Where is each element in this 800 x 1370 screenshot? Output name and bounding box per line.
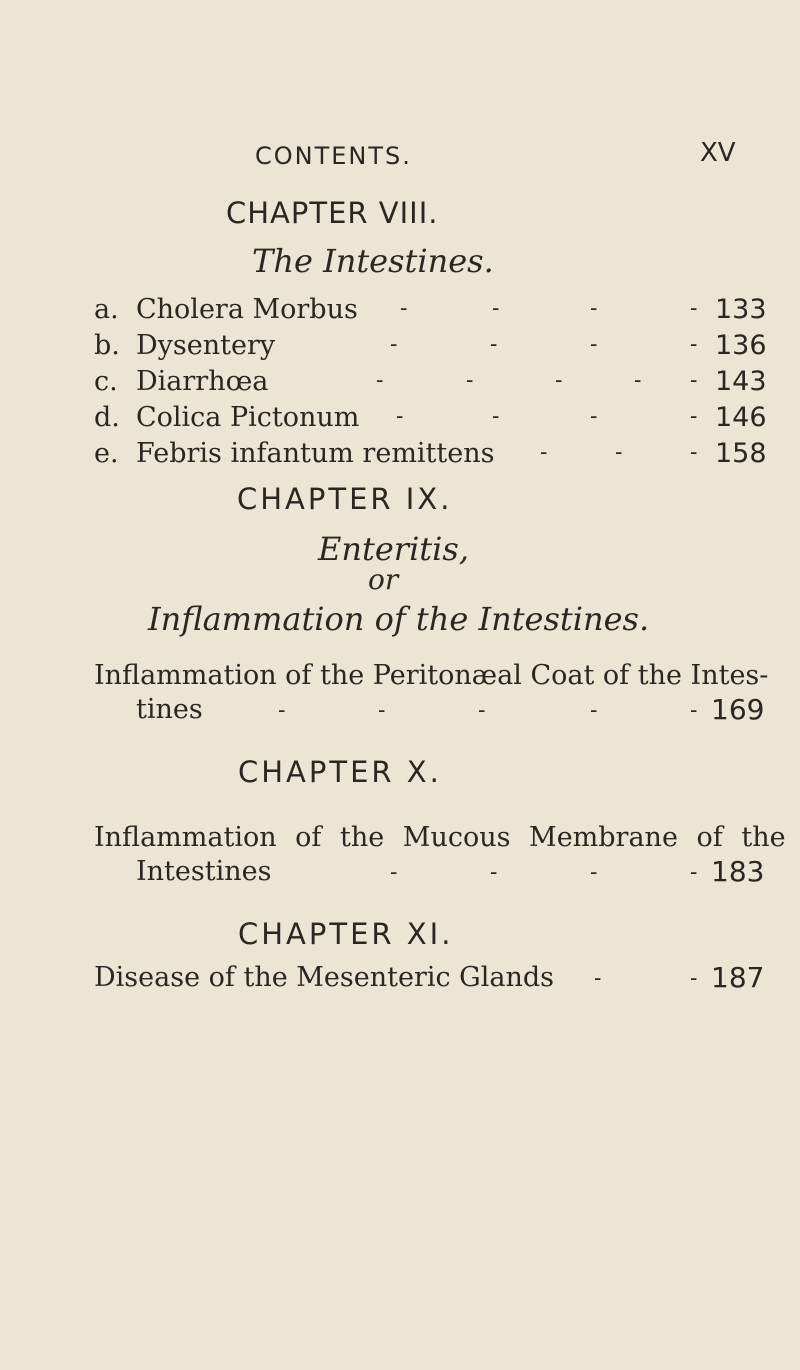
chapter-ix-page: 169 xyxy=(711,693,765,726)
entry-letter: a. xyxy=(94,294,119,325)
folio-number: XV xyxy=(700,138,736,168)
leader: - xyxy=(400,296,408,321)
toc-entry-c[interactable] xyxy=(0,366,800,402)
leader: - xyxy=(590,860,598,885)
leader: - xyxy=(690,698,698,723)
leader: - xyxy=(376,368,384,393)
leader: - xyxy=(590,296,598,321)
entry-label: Colica Pictonum xyxy=(136,402,360,433)
chapter-x-page: 183 xyxy=(711,855,765,888)
leader: - xyxy=(492,296,500,321)
chapter-x-entry-line1[interactable]: Inflammation of the Mucous Membrane of the xyxy=(94,822,786,853)
leader: - xyxy=(690,368,698,393)
chapter-xi-title: CHAPTER XI. xyxy=(238,917,454,951)
chapter-ix-entry-line1[interactable]: Inflammation of the Peritonæal Coat of the Intes- xyxy=(94,660,769,691)
chapter-viii-title: CHAPTER VIII. xyxy=(226,196,439,230)
toc-entry-d[interactable] xyxy=(0,402,800,438)
leader: - xyxy=(478,698,486,723)
leader: - xyxy=(492,404,500,429)
leader: - xyxy=(490,332,498,357)
entry-letter: d. xyxy=(94,402,120,433)
chapter-ix-title: CHAPTER IX. xyxy=(237,482,453,516)
entry-page: 146 xyxy=(715,402,767,433)
leader: - xyxy=(634,368,642,393)
leader: - xyxy=(690,332,698,357)
leader: - xyxy=(490,860,498,885)
leader: - xyxy=(690,860,698,885)
leader: - xyxy=(690,440,698,465)
chapter-x-title: CHAPTER X. xyxy=(238,755,442,789)
chapter-viii-subtitle: The Intestines. xyxy=(252,242,494,280)
leader: - xyxy=(378,698,386,723)
entry-letter: e. xyxy=(94,438,119,469)
toc-entry-b[interactable] xyxy=(0,330,800,366)
leader: - xyxy=(690,404,698,429)
entry-page: 133 xyxy=(715,294,767,325)
chapter-xi-page: 187 xyxy=(711,961,765,994)
entry-page: 143 xyxy=(715,366,767,397)
entry-page: 158 xyxy=(715,438,767,469)
chapter-xi-entry-line1[interactable]: Disease of the Mesenteric Glands xyxy=(94,962,555,993)
entry-letter: c. xyxy=(94,366,118,397)
entry-label: Diarrhœa xyxy=(136,366,269,397)
leader: - xyxy=(396,404,404,429)
leader: - xyxy=(555,368,563,393)
leader: - xyxy=(466,368,474,393)
leader: - xyxy=(540,440,548,465)
leader: - xyxy=(690,296,698,321)
entry-label: Cholera Morbus xyxy=(136,294,358,325)
entry-letter: b. xyxy=(94,330,120,361)
leader: - xyxy=(278,698,286,723)
leader: - xyxy=(590,404,598,429)
leader: - xyxy=(594,966,602,991)
chapter-ix-subtitle-line3: Inflammation of the Intestines. xyxy=(148,600,650,638)
leader: - xyxy=(590,332,598,357)
leader: - xyxy=(690,966,698,991)
entry-label: Febris infantum remittens xyxy=(136,438,495,469)
chapter-ix-subtitle-line1: Enteritis, xyxy=(318,530,469,568)
chapter-ix-subtitle-line2: or xyxy=(368,563,399,596)
chapter-x-entry-line2[interactable]: Intestines xyxy=(136,856,272,887)
running-head: CONTENTS. xyxy=(255,142,412,170)
leader: - xyxy=(390,332,398,357)
leader: - xyxy=(390,860,398,885)
entry-page: 136 xyxy=(715,330,767,361)
toc-entry-e[interactable] xyxy=(0,438,800,474)
leader: - xyxy=(590,698,598,723)
entry-label: Dysentery xyxy=(136,330,276,361)
toc-entry-a[interactable] xyxy=(0,294,800,330)
leader: - xyxy=(615,440,623,465)
chapter-ix-entry-line2[interactable]: tines xyxy=(136,694,203,725)
